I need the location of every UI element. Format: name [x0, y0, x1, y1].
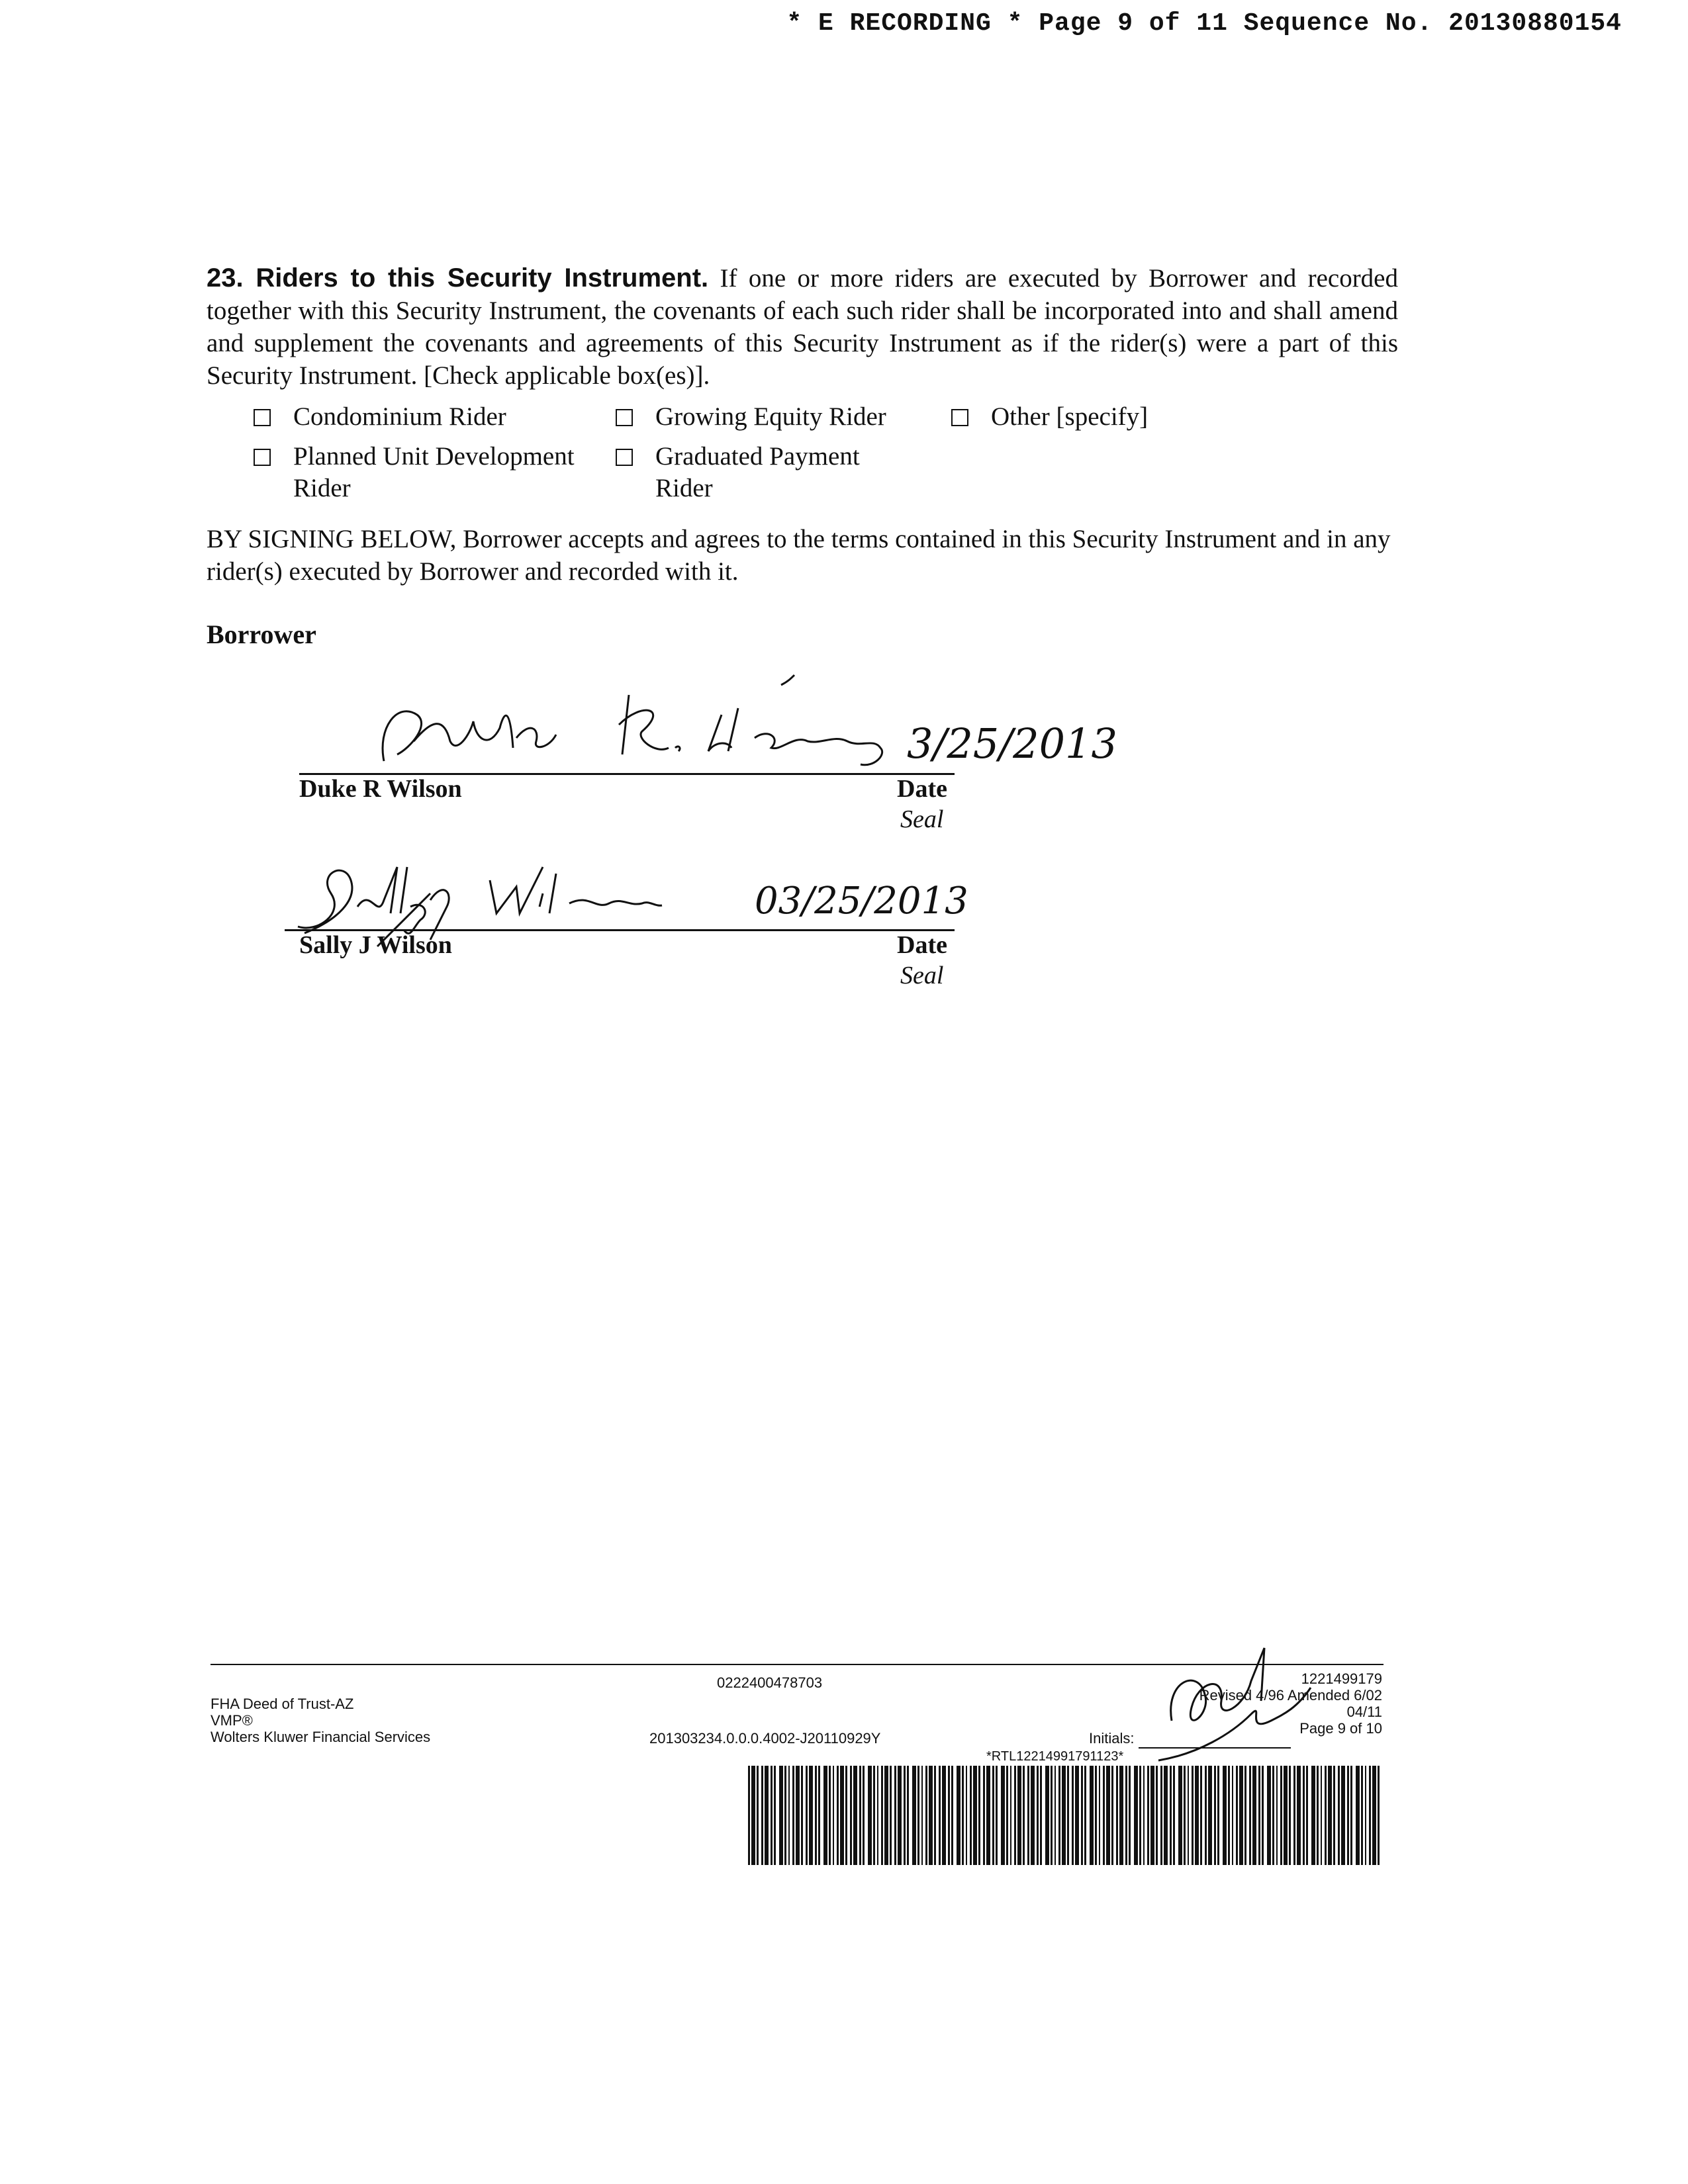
barcode-bar — [939, 1766, 941, 1865]
barcode-bar — [751, 1766, 755, 1865]
barcode-bar — [850, 1766, 852, 1865]
barcode-bar — [1031, 1766, 1035, 1865]
duke-wilson-signature — [357, 675, 1284, 794]
revision-text: Revised 4/96 Amended 6/02 — [1199, 1687, 1382, 1704]
barcode-bar — [951, 1766, 953, 1865]
barcode-bar — [1272, 1766, 1274, 1865]
barcode-bar — [1001, 1766, 1005, 1865]
barcode-bar — [1134, 1766, 1138, 1865]
barcode-bar — [877, 1766, 878, 1865]
form-name: FHA Deed of Trust-AZ — [211, 1696, 354, 1712]
barcode-bar — [1244, 1766, 1246, 1865]
barcode-bar — [1006, 1766, 1008, 1865]
barcode-bar — [1341, 1766, 1345, 1865]
barcode-text: *RTL12214991791123* — [986, 1749, 1124, 1764]
vmp-label: VMP® — [211, 1712, 253, 1729]
barcode-bar — [1289, 1766, 1291, 1865]
section-23-paragraph — [207, 262, 1398, 392]
barcode-bar — [1350, 1766, 1352, 1865]
date-label-1: Date — [897, 775, 947, 803]
barcode-bar — [1311, 1766, 1315, 1865]
barcode-bar — [1208, 1766, 1212, 1865]
barcode-bar — [1217, 1766, 1219, 1865]
barcode-bar — [818, 1766, 820, 1865]
barcode-bar — [859, 1766, 861, 1865]
barcode-bar — [748, 1766, 750, 1865]
barcode-bar — [934, 1766, 936, 1865]
checkbox[interactable] — [951, 409, 968, 426]
rider-label — [293, 441, 575, 504]
barcode-bar — [1010, 1766, 1011, 1865]
rider-label-line2: Rider — [655, 474, 713, 502]
barcode-bar — [1051, 1766, 1053, 1865]
barcode-bar — [1356, 1766, 1360, 1865]
barcode-bar — [1258, 1766, 1260, 1865]
barcode-bar — [1072, 1766, 1074, 1865]
barcode-bar — [1325, 1766, 1327, 1865]
barcode-bar — [801, 1766, 803, 1865]
barcode-bar — [1156, 1766, 1158, 1865]
barcode-bar — [1116, 1766, 1118, 1865]
barcode-bar — [957, 1766, 961, 1865]
barcode-bar — [1328, 1766, 1332, 1865]
barcode-bar — [788, 1766, 790, 1865]
barcode-bar — [1317, 1766, 1319, 1865]
barcode-bar — [809, 1766, 813, 1865]
barcode-bar — [1280, 1766, 1282, 1865]
initials-mark — [1145, 1641, 1317, 1774]
barcode-bar — [1297, 1766, 1301, 1865]
barcode-bar — [792, 1766, 794, 1865]
barcode-bar — [1347, 1766, 1349, 1865]
barcode-bar — [1306, 1766, 1308, 1865]
barcode-bar — [873, 1766, 875, 1865]
barcode-bar — [784, 1766, 786, 1865]
checkbox[interactable] — [616, 449, 633, 466]
barcode-bar — [845, 1766, 847, 1865]
rider-label-line1: Planned Unit Development — [293, 442, 575, 471]
barcode-bar — [1214, 1766, 1216, 1865]
rider-option-growing-equity[interactable] — [616, 401, 886, 433]
barcode-bar — [1160, 1766, 1162, 1865]
barcode-bar — [912, 1766, 916, 1865]
barcode-bar — [1173, 1766, 1175, 1865]
barcode-bar — [1228, 1766, 1230, 1865]
handwritten-date-1: 3/25/2013 — [907, 719, 1117, 768]
barcode-bar — [925, 1766, 927, 1865]
barcode-bar — [837, 1766, 839, 1865]
barcode-bar — [962, 1766, 964, 1865]
barcode-bar — [757, 1766, 759, 1865]
barcode-bar — [1267, 1766, 1271, 1865]
reference-number: 1221499179 — [1301, 1670, 1382, 1687]
barcode-bar — [1129, 1766, 1131, 1865]
seal-label-2: Seal — [900, 962, 944, 989]
barcode-bar — [1276, 1766, 1278, 1865]
barcode-bar — [1062, 1766, 1066, 1865]
barcode-bar — [1081, 1766, 1083, 1865]
barcode-bar — [1223, 1766, 1227, 1865]
barcode-bar — [1045, 1766, 1049, 1865]
barcode-bar — [1293, 1766, 1295, 1865]
rider-label: Condominium Rider — [293, 402, 506, 431]
rider-option-graduated-payment[interactable] — [616, 441, 860, 504]
signing-agreement-text: BY SIGNING BELOW, Borrower accepts and agrees to the terms contained in this Security Instrument and in any rider(s) executed by Borrower and recorded with it. — [207, 525, 1391, 586]
barcode-bar — [1147, 1766, 1149, 1865]
seal-label-1: Seal — [900, 805, 944, 833]
barcode-bar — [1178, 1766, 1182, 1865]
barcode-bar — [970, 1766, 972, 1865]
barcode-bar — [1170, 1766, 1172, 1865]
barcode-bar — [806, 1766, 808, 1865]
barcode-bar — [907, 1766, 909, 1865]
barcode-bar — [1239, 1766, 1243, 1865]
barcode-bar — [1119, 1766, 1123, 1865]
rider-option-condominium[interactable] — [254, 401, 506, 433]
loan-number: 0222400478703 — [717, 1674, 823, 1691]
barcode-bar — [829, 1766, 831, 1865]
barcode-bar — [1252, 1766, 1256, 1865]
barcode-bar — [1111, 1766, 1113, 1865]
barcode-bar — [1249, 1766, 1251, 1865]
checkbox[interactable] — [254, 409, 271, 426]
barcode-bar — [1014, 1766, 1016, 1865]
page-number: Page 9 of 10 — [1299, 1720, 1382, 1737]
barcode-bar — [973, 1766, 977, 1865]
barcode-bar — [1017, 1766, 1021, 1865]
rider-label — [655, 441, 860, 504]
barcode-bar — [1372, 1766, 1376, 1865]
barcode-bar — [1333, 1766, 1335, 1865]
barcode-bar — [796, 1766, 800, 1865]
barcode-bar — [815, 1766, 817, 1865]
revision-date: 04/11 — [1346, 1704, 1382, 1720]
barcode-bar — [771, 1766, 773, 1865]
barcode-bar — [917, 1766, 919, 1865]
barcode-bar — [1139, 1766, 1141, 1865]
barcode-bar — [904, 1766, 906, 1865]
handwritten-date-2: 03/25/2013 — [755, 880, 968, 923]
barcode-bar — [1369, 1766, 1371, 1865]
barcode-bar — [1095, 1766, 1097, 1865]
publisher-name: Wolters Kluwer Financial Services — [211, 1729, 431, 1745]
barcode-bar — [823, 1766, 827, 1865]
barcode-bar — [890, 1766, 892, 1865]
barcode-bar — [1037, 1766, 1039, 1865]
barcode-bar — [884, 1766, 888, 1865]
barcode-bar — [863, 1766, 865, 1865]
signer-name-1: Duke R Wilson — [299, 775, 462, 803]
barcode-bar — [898, 1766, 902, 1865]
barcode-bar — [1232, 1766, 1233, 1865]
date-label-2: Date — [897, 931, 947, 959]
barcode-bar — [1125, 1766, 1127, 1865]
barcode-bar — [929, 1766, 933, 1865]
barcode-bar — [986, 1766, 990, 1865]
barcode-bar — [1184, 1766, 1186, 1865]
barcode-bar — [1338, 1766, 1340, 1865]
checkbox[interactable] — [254, 449, 271, 466]
barcode-bar — [942, 1766, 946, 1865]
initials-label: Initials: — [1089, 1730, 1135, 1747]
barcode-bar — [1067, 1766, 1069, 1865]
barcode-bar — [983, 1766, 985, 1865]
barcode-bar — [779, 1766, 783, 1865]
barcode-bar — [1284, 1766, 1288, 1865]
barcode-bar — [966, 1766, 967, 1865]
barcode-bar — [921, 1766, 923, 1865]
barcode-bar — [1027, 1766, 1029, 1865]
recording-header: * E RECORDING * Page 9 of 11 Sequence No. 20130880154 — [786, 9, 1622, 38]
barcode-bar — [774, 1766, 776, 1865]
barcode-bar — [1378, 1766, 1380, 1865]
barcode-bar — [1058, 1766, 1060, 1865]
barcode-bar — [1106, 1766, 1110, 1865]
barcode-bar — [868, 1766, 872, 1865]
barcode-bar — [833, 1766, 834, 1865]
borrower-label: Borrower — [207, 619, 316, 649]
rider-option-pud[interactable] — [254, 441, 575, 504]
barcode-bar — [1303, 1766, 1305, 1865]
barcode-bar — [1195, 1766, 1199, 1865]
barcode-bar — [894, 1766, 896, 1865]
barcode-bar — [1099, 1766, 1100, 1865]
checkbox[interactable] — [616, 409, 633, 426]
signer-name-2: Sally J Wilson — [299, 931, 452, 959]
barcode-bar — [992, 1766, 994, 1865]
barcode-bar — [1150, 1766, 1154, 1865]
rider-label: Other [specify] — [991, 402, 1149, 431]
barcode-bar — [1262, 1766, 1264, 1865]
barcode-bar — [1192, 1766, 1194, 1865]
barcode-bar — [853, 1766, 857, 1865]
rider-label: Growing Equity Rider — [655, 402, 886, 431]
barcode-bar — [948, 1766, 950, 1865]
barcode-bar — [996, 1766, 998, 1865]
barcode-bar — [1090, 1766, 1094, 1865]
barcode-bar — [1188, 1766, 1189, 1865]
barcode-bar — [765, 1766, 769, 1865]
barcode-bar — [1075, 1766, 1079, 1865]
barcode-bar — [1200, 1766, 1202, 1865]
barcode-bar — [1236, 1766, 1238, 1865]
section-23-body: If one or more riders are executed by Borrower and recorded together with this Security Instrument, the covenants of each such rider shall be incorporated into and shall amend and supplement the covenants and agreements of this Security Instrument as if the rider(s) were a part of this Security Instrument. [Check applicable box(es)]. — [207, 264, 1398, 390]
barcode-bar — [1361, 1766, 1363, 1865]
barcode-bar — [1205, 1766, 1207, 1865]
barcode-bar — [1040, 1766, 1042, 1865]
barcode-bar — [761, 1766, 763, 1865]
rider-label-line2: Rider — [293, 474, 351, 502]
barcode-bar — [1321, 1766, 1322, 1865]
document-code: 201303234.0.0.0.4002-J20110929Y — [649, 1730, 881, 1747]
barcode-bar — [881, 1766, 883, 1865]
barcode-bar — [1055, 1766, 1056, 1865]
barcode-bar — [840, 1766, 844, 1865]
barcode-bar — [1084, 1766, 1086, 1865]
rider-option-other[interactable] — [951, 401, 1148, 433]
barcode-bar — [978, 1766, 980, 1865]
barcode-bar — [1164, 1766, 1168, 1865]
barcode — [748, 1766, 1383, 1865]
barcode-bar — [1023, 1766, 1025, 1865]
barcode-bar — [1365, 1766, 1366, 1865]
section-23-heading: 23. Riders to this Security Instrument. — [207, 263, 709, 293]
barcode-bar — [1143, 1766, 1145, 1865]
rider-label-line1: Graduated Payment — [655, 442, 860, 471]
barcode-bar — [1103, 1766, 1105, 1865]
footer-form-block — [211, 1696, 430, 1745]
